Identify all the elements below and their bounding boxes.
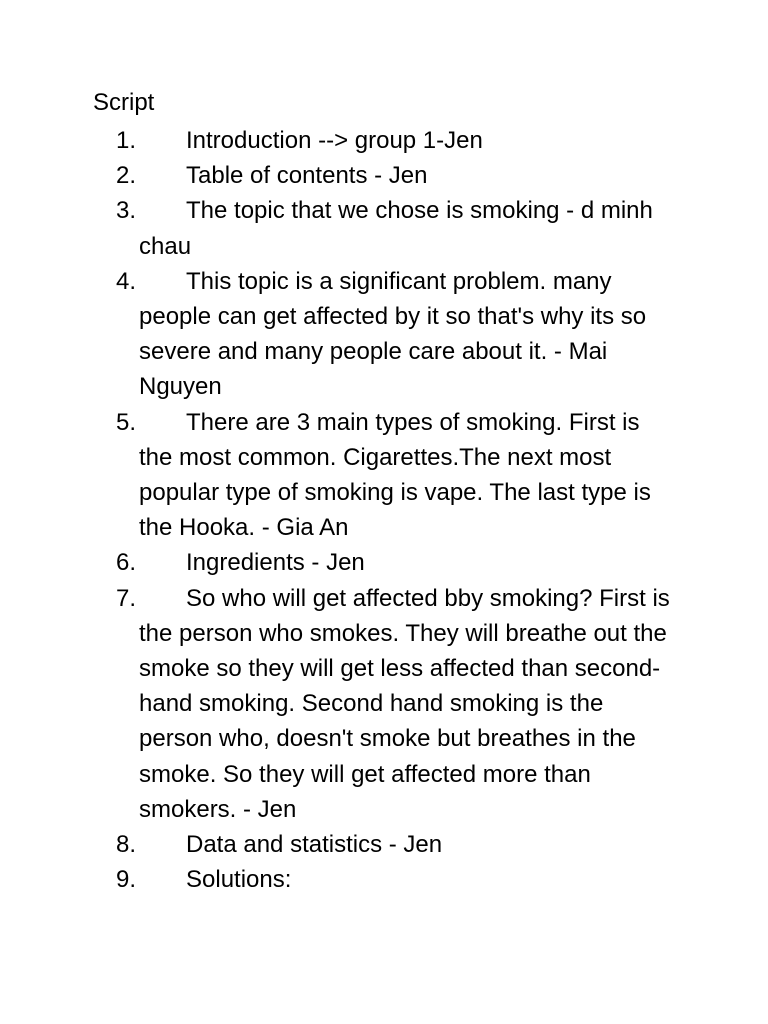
item-text: This topic is a significant problem. many people can get affected by it so that's why its so severe and many people care about it. - Mai Nguyen <box>139 267 647 401</box>
list-item <box>0 405 679 546</box>
list-item <box>0 827 679 862</box>
list-item <box>0 123 679 158</box>
item-number: 4. <box>116 267 137 295</box>
item-number: 6. <box>116 549 137 577</box>
item-text: There are 3 main types of smoking. First is the most common. Cigarettes.The next most popular type of smoking is vape. The last type is the Hooka. - Gia An <box>139 408 651 542</box>
item-text: Solutions: <box>186 866 292 894</box>
list-item <box>0 158 679 193</box>
item-text: Ingredients - Jen <box>186 549 365 577</box>
item-text: Introduction --> group 1-Jen <box>186 127 483 154</box>
script-list <box>0 123 768 897</box>
list-item <box>0 581 679 827</box>
item-number: 5. <box>116 408 137 436</box>
item-text: The topic that we chose is smoking - d minh chau <box>139 197 653 260</box>
item-number: 2. <box>116 162 137 190</box>
document-title: Script <box>93 89 155 116</box>
item-number: 3. <box>116 197 137 225</box>
list-item <box>0 264 679 405</box>
list-item <box>0 545 679 580</box>
list-item <box>0 193 679 263</box>
item-text: So who will get affected bby smoking? First is the person who smokes. They will breathe out the smoke so they will get less affected than second-hand smoking. Second hand smoking is the person who, doesn't smoke but breathes in the smoke. So they will get affected more than smokers. - Jen <box>139 584 670 823</box>
item-number: 8. <box>116 831 137 859</box>
list-item <box>0 862 679 897</box>
item-number: 7. <box>116 584 137 612</box>
item-number: 1. <box>116 127 137 154</box>
item-number: 9. <box>116 866 137 894</box>
item-text: Data and statistics - Jen <box>186 831 443 859</box>
item-text: Table of contents - Jen <box>186 162 428 190</box>
